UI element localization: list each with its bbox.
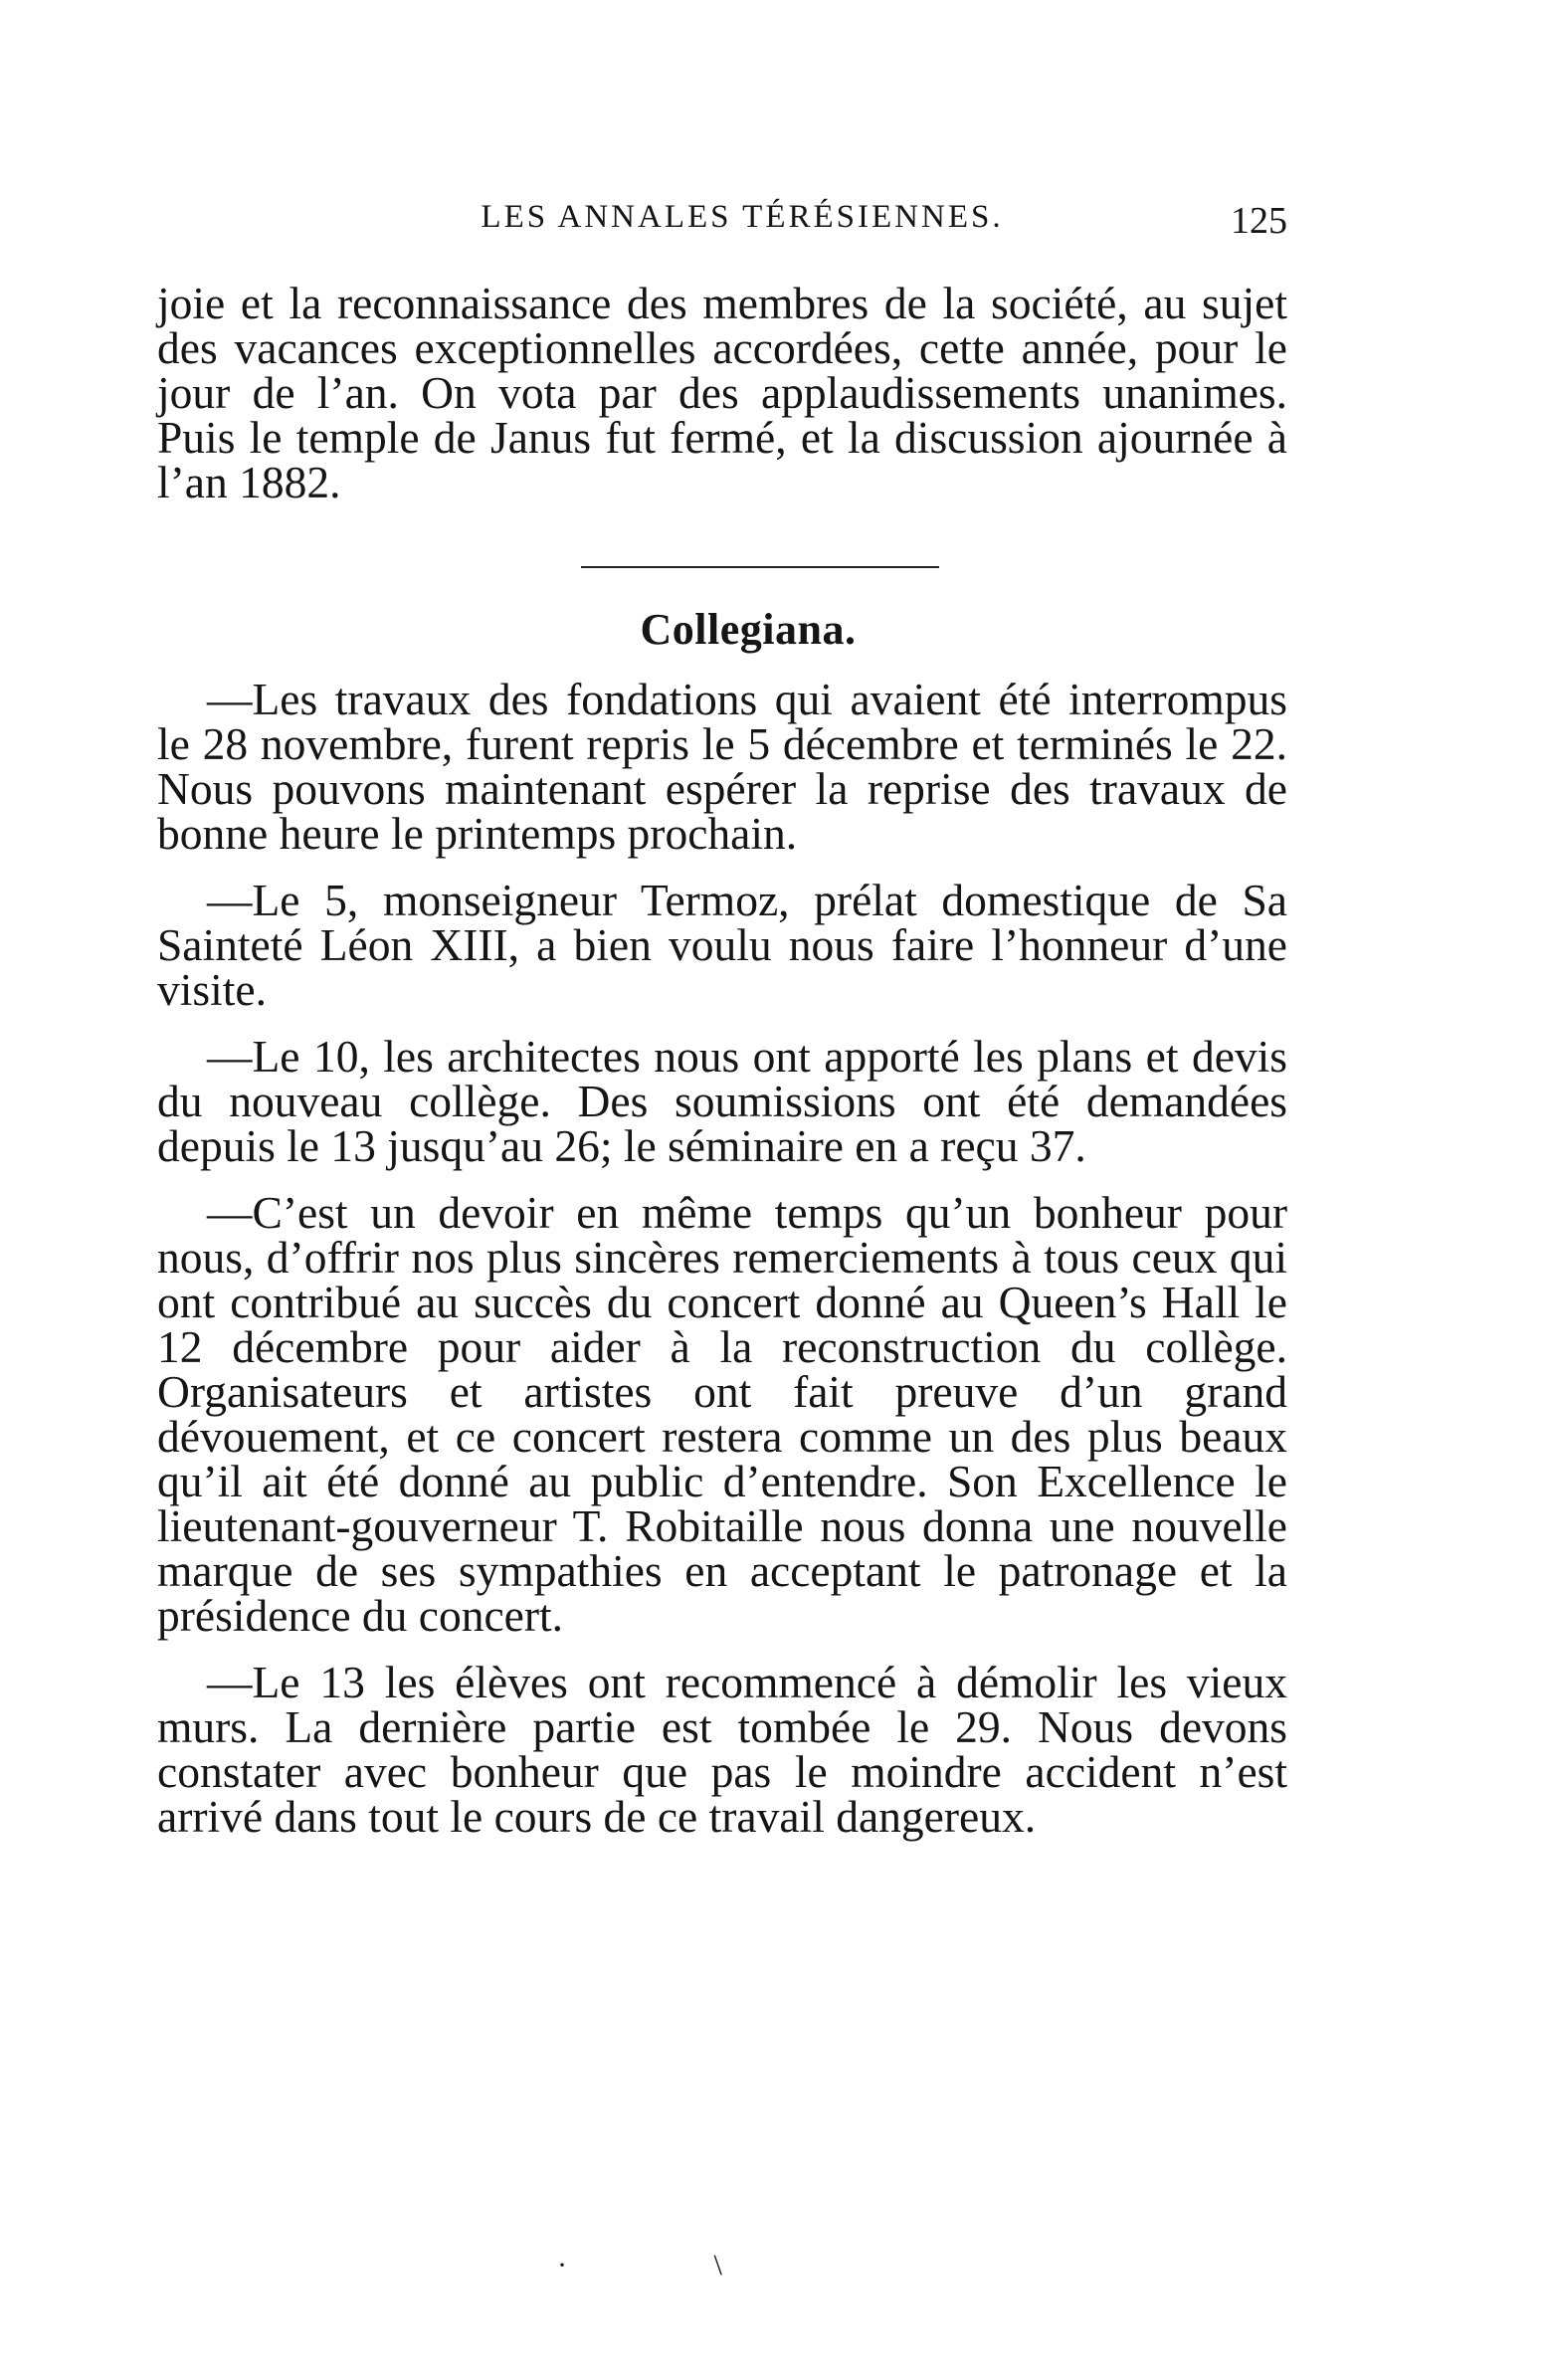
section-title: Collegiana. [640, 605, 857, 654]
news-item: —Les travaux des fondations qui avaient été interrompus le 28 novembre, furent repris le 5 décembre et terminés le 22. Nous pouvons maintenant espérer la reprise des travaux de bonne heure le printemps prochain. [157, 674, 1287, 859]
book-page [157, 199, 1287, 1842]
intro-paragraph: joie et la reconnaissance des membres de la société, au sujet des vacances exceptionnelles accordées, cette année, pour le jour de l’an. On vota par des applaudissements unanimes. Puis le temple de Janus fut fermé, et la discussion ajournée à l’an 1882. [157, 278, 1287, 507]
page-number: 125 [1231, 200, 1287, 242]
running-title: LES ANNALES TÉRÉSIENNES. [481, 199, 1004, 235]
news-item: —Le 13 les élèves ont recommencé à démolir les vieux murs. La dernière partie est tombée le 29. Nous devons constater avec bonheur que pas le moindre accident n’est arrivé dans tout le cours de ce travail dangereux. [157, 1657, 1287, 1842]
news-item: —Le 5, monseigneur Termoz, prélat domestique de Sa Sainteté Léon XIII, a bien voulu nous faire l’honneur d’une visite. [157, 875, 1287, 1015]
footer-marks: · \ [557, 2249, 792, 2281]
section-divider [581, 566, 939, 568]
running-head [157, 199, 1287, 259]
news-item: —Le 10, les architectes nous ont apporté les plans et devis du nouveau collège. Des soumissions ont été demandées depuis le 13 jusqu’au 26; le séminaire en a reçu 37. [157, 1031, 1287, 1171]
news-item: —C’est un devoir en même temps qu’un bonheur pour nous, d’offrir nos plus sincères remerciements à tous ceux qui ont contribué au succès du concert donné au Queen’s Hall le 12 décembre pour aider à la reconstruction du collège. Organisateurs et artistes ont fait preuve d’un grand dévouement, et ce concert restera comme un des plus beaux qu’il ait été donné au public d’entendre. Son Excellence le lieutenant-gouverneur T. Robitaille nous donna une nouvelle marque de ses sympathies en acceptant le patronage et la présidence du concert. [157, 1187, 1287, 1641]
